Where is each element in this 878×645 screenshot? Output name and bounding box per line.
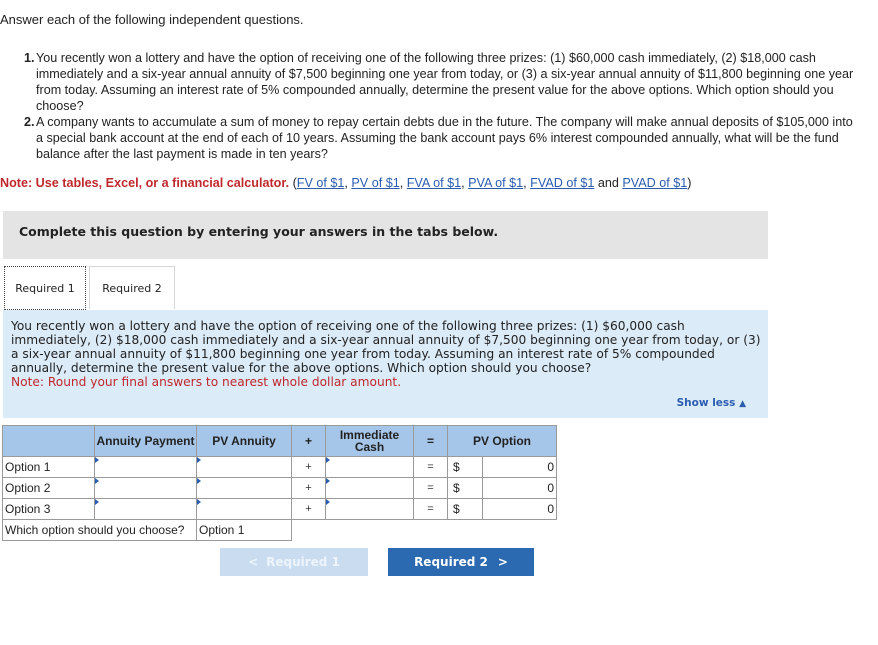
immediate-cash-input[interactable] xyxy=(326,457,414,478)
prev-required-button[interactable] xyxy=(220,548,368,576)
link-fv-of-1[interactable]: FV of $1 xyxy=(296,176,345,190)
header-blank xyxy=(3,426,95,457)
equals-sign: = xyxy=(414,457,448,478)
header-plus: + xyxy=(292,426,326,457)
immediate-cash-input[interactable] xyxy=(326,478,414,499)
choose-label: Which option should you choose? xyxy=(3,520,197,541)
question-panel xyxy=(3,310,768,418)
next-required-button[interactable] xyxy=(388,548,534,576)
question-2 xyxy=(24,114,859,162)
chevron-left-icon: < xyxy=(248,555,259,569)
link-fva-of-1[interactable]: FVA of $1 xyxy=(406,176,462,190)
plus-sign: + xyxy=(292,499,326,520)
pv-option-value: 0 xyxy=(483,457,557,478)
link-fvad-of-1[interactable]: FVAD of $1 xyxy=(530,176,595,190)
answer-table xyxy=(2,425,557,541)
tab-required-1[interactable]: Required 1 xyxy=(4,266,86,310)
chevron-right-icon: > xyxy=(497,555,508,569)
header-equals: = xyxy=(414,426,448,457)
panel-text: You recently won a lottery and have the option of receiving one of the following three prizes: (1) $60,000 cash immediately, (2) $18,000 cash immediately and a six-year annual annuity of $7,500 beginning one year from today, or (3) a six-year annual annuity of $11,800 beginning one year from today. Assuming an interest rate of 5% compounded annually, determine the present value for the above options. Which option should you choose? xyxy=(11,319,761,375)
instructions-text: Complete this question by entering your answers in the tabs below. xyxy=(19,224,499,239)
dollar-sign: $ xyxy=(448,457,483,478)
panel-content xyxy=(11,319,761,389)
annuity-payment-input[interactable] xyxy=(95,478,197,499)
panel-note: Note: Round your final answers to nearest whole dollar amount. xyxy=(11,375,402,389)
header-immediate-cash: Immediate Cash xyxy=(326,426,414,457)
next-button-label: Required 2 xyxy=(414,555,488,569)
dollar-sign: $ xyxy=(448,478,483,499)
table-row xyxy=(3,499,557,520)
prev-button-label: Required 1 xyxy=(266,555,340,569)
question-1 xyxy=(24,50,859,114)
question-text: A company wants to accumulate a sum of money to repay certain debts due in the future. The company will make annual deposits of $105,000 into a special bank account at the end of each of 10 years. Assuming the bank account pays 6% interest compounded annually, what will be the fund balance after the last payment is made in ten years? xyxy=(36,115,853,161)
link-pv-of-1[interactable]: PV of $1 xyxy=(351,176,400,190)
show-less-label: Show less xyxy=(676,397,736,409)
annuity-payment-input[interactable] xyxy=(95,457,197,478)
and-text: and xyxy=(597,176,619,190)
empty-cell xyxy=(292,520,557,541)
choose-option-select[interactable]: Option 1 xyxy=(197,520,292,541)
intro-text: Answer each of the following independent questions. xyxy=(0,12,304,27)
question-text: You recently won a lottery and have the option of receiving one of the following three prizes: (1) $60,000 cash immediately, (2) $18,000 cash immediately and a six-year annual annuity of $7,500 beginning one year from today, or (3) a six-year annual annuity of $11,800 beginning one year from today. Assuming an interest rate of 5% compounded annually, determine the present value for the above options. Which option should you choose? xyxy=(36,51,854,113)
instructions-bar xyxy=(3,211,768,259)
note-label: Note: Use tables, Excel, or a financial calculator. xyxy=(0,176,290,190)
header-annuity-payment: Annuity Payment xyxy=(95,426,197,457)
header-pv-option: PV Option xyxy=(448,426,557,457)
tab-required-2[interactable]: Required 2 xyxy=(89,266,175,309)
equals-sign: = xyxy=(414,499,448,520)
pv-annuity-input[interactable] xyxy=(197,499,292,520)
note-line: Note: Use tables, Excel, or a financial calculator. (FV of $1, PV of $1, FVA of $1, PVA of $1, FVAD of $1 and PVAD of $1) xyxy=(0,176,692,190)
header-pv-annuity: PV Annuity xyxy=(197,426,292,457)
question-number: 2. xyxy=(24,115,35,129)
table-row xyxy=(3,478,557,499)
pv-annuity-input[interactable] xyxy=(197,457,292,478)
plus-sign: + xyxy=(292,478,326,499)
pv-annuity-input[interactable] xyxy=(197,478,292,499)
annuity-payment-input[interactable] xyxy=(95,499,197,520)
row-label: Option 3 xyxy=(3,499,95,520)
triangle-up-icon: ▲ xyxy=(739,399,746,409)
question-list xyxy=(24,50,859,162)
choose-row xyxy=(3,520,557,541)
dollar-sign: $ xyxy=(448,499,483,520)
immediate-cash-input[interactable] xyxy=(326,499,414,520)
plus-sign: + xyxy=(292,457,326,478)
table-row xyxy=(3,457,557,478)
show-less-link[interactable] xyxy=(677,397,746,409)
link-pva-of-1[interactable]: PVA of $1 xyxy=(468,176,524,190)
pv-option-value: 0 xyxy=(483,499,557,520)
equals-sign: = xyxy=(414,478,448,499)
question-number: 1. xyxy=(24,51,35,65)
row-label: Option 1 xyxy=(3,457,95,478)
pv-option-value: 0 xyxy=(483,478,557,499)
table-header-row xyxy=(3,426,557,457)
link-pvad-of-1[interactable]: PVAD of $1 xyxy=(622,176,688,190)
row-label: Option 2 xyxy=(3,478,95,499)
